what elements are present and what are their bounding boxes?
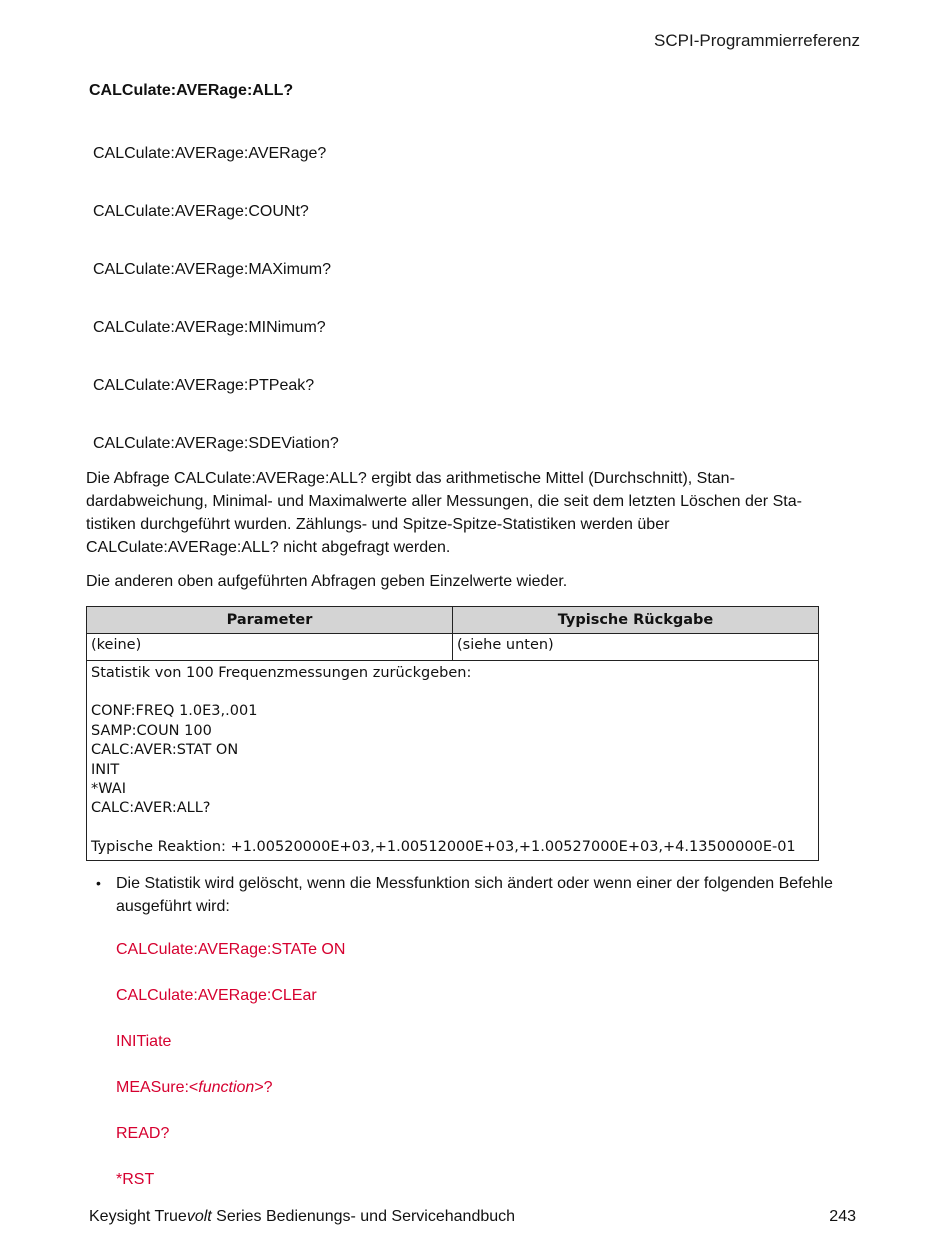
link-suffix: >? <box>254 1079 273 1096</box>
related-commands-list <box>116 940 345 1216</box>
command-syntax-item: CALCulate:AVERage:SDEViation? <box>93 435 339 452</box>
code-line: CALC:AVER:STAT ON <box>91 742 239 759</box>
command-link[interactable]: CALCulate:AVERage:CLEar <box>116 987 317 1004</box>
table-row <box>87 661 819 861</box>
command-syntax-item: CALCulate:AVERage:COUNt? <box>93 203 309 220</box>
command-syntax-item: CALCulate:AVERage:MINimum? <box>93 319 326 336</box>
link-prefix: MEASure:< <box>116 1079 199 1096</box>
command-link[interactable]: READ? <box>116 1125 170 1142</box>
table-header-parameter: Parameter <box>87 607 453 634</box>
table-header-return: Typische Rückgabe <box>453 607 819 634</box>
code-line: CONF:FREQ 1.0E3,.001 <box>91 703 258 720</box>
code-line: SAMP:COUN 100 <box>91 722 212 739</box>
footer-manual-title <box>89 1208 515 1226</box>
description-paragraph: Die Abfrage CALCulate:AVERage:ALL? ergibt das arithmetische Mittel (Durchschnitt), Stan-dardabweichung, Minimal- und Maximalwerte aller Messungen, die seit dem letzten Löschen der Sta-tistiken durchgeführt wurden. Zählungs- und Spitze-Spitze-Statistiken werden über CALCulate:AVERage:ALL? nicht abgefragt werden. <box>86 470 802 556</box>
bullet-text: Die Statistik wird gelöscht, wenn die Messfunktion sich ändert oder wenn einer der folgenden Befehle ausgeführt wird: <box>116 875 833 915</box>
link-italic: function <box>198 1079 255 1096</box>
command-link[interactable]: *RST <box>116 1171 155 1188</box>
command-syntax-item: CALCulate:AVERage:AVERage? <box>93 145 327 162</box>
command-link[interactable]: CALCulate:AVERage:STATe ON <box>116 941 346 958</box>
command-syntax-item: CALCulate:AVERage:MAXimum? <box>93 261 332 278</box>
example-intro: Statistik von 100 Frequenzmessungen zurückgeben: <box>91 665 472 681</box>
note-bullet <box>96 872 856 918</box>
command-link[interactable] <box>116 1078 345 1124</box>
parameter-table <box>86 606 819 861</box>
page-number: 243 <box>829 1208 856 1225</box>
return-cell: (siehe unten) <box>453 634 819 661</box>
example-cell <box>87 661 819 861</box>
command-heading: CALCulate:AVERage:ALL? <box>89 82 294 99</box>
command-syntax-item: CALCulate:AVERage:PTPeak? <box>93 377 315 394</box>
example-response: Typische Reaktion: +1.00520000E+03,+1.00512000E+03,+1.00527000E+03,+4.13500000E-01 <box>91 838 796 855</box>
table-row <box>87 634 819 661</box>
command-syntax-list <box>93 144 339 492</box>
code-line: INIT <box>91 761 120 778</box>
description-paragraph-2: Die anderen oben aufgeführten Abfragen geben Einzelwerte wieder. <box>86 573 568 590</box>
code-line: *WAI <box>91 781 126 798</box>
footer-brand-italic: volt <box>186 1208 212 1225</box>
code-line: CALC:AVER:ALL? <box>91 800 211 817</box>
parameter-cell: (keine) <box>87 634 453 661</box>
bullet-icon: • <box>96 875 101 891</box>
command-link[interactable]: INITiate <box>116 1033 172 1050</box>
running-header: SCPI-Programmierreferenz <box>654 31 860 50</box>
footer-title-rest: Series Bedienungs- und Servicehandbuch <box>211 1208 516 1225</box>
footer-brand: Keysight True <box>89 1208 187 1225</box>
